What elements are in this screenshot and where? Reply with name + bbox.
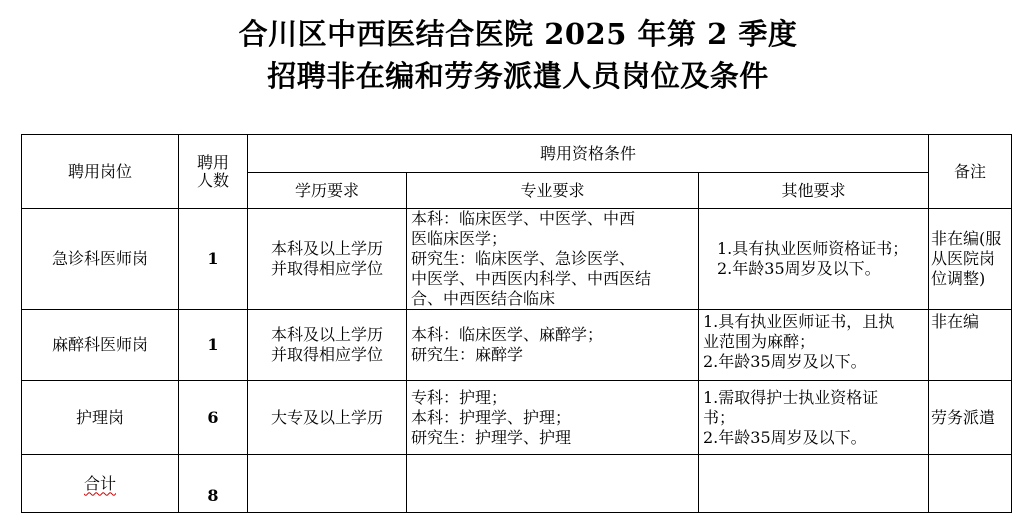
total-label: 合计 (83, 473, 116, 493)
position-cell: 护理岗 (22, 381, 179, 455)
count-cell: 1 (179, 209, 248, 310)
header-count: 聘用 人数 (179, 135, 248, 209)
document-title-line-2: 招聘非在编和劳务派遣人员岗位及条件 (267, 59, 769, 93)
empty-cell (407, 455, 699, 513)
position-cell: 急诊科医师岗 (22, 209, 179, 310)
document-title-line-1: 合川区中西医结合医院 2025 年第 2 季度 (238, 17, 798, 51)
total-count-cell: 8 (179, 455, 248, 513)
major-cell: 专科：护理； 本科：护理学、护理； 研究生：护理学、护理 (407, 381, 699, 455)
table-row (22, 381, 1012, 455)
remarks-cell: 劳务派遣 (929, 381, 1012, 455)
header-row-1 (22, 135, 1012, 173)
other-cell: 1.需取得护士执业资格证 书； 2.年龄35周岁及以下。 (699, 381, 929, 455)
education-cell: 大专及以上学历 (248, 381, 407, 455)
header-education: 学历要求 (248, 173, 407, 209)
empty-cell (248, 455, 407, 513)
header-other: 其他要求 (699, 173, 929, 209)
header-position: 聘用岗位 (22, 135, 179, 209)
other-cell: 1.具有执业医师资格证书； 2.年龄35周岁及以下。 (699, 209, 929, 310)
remarks-cell: 非在编 (929, 310, 1012, 381)
education-cell: 本科及以上学历 并取得相应学位 (248, 310, 407, 381)
other-cell: 1.具有执业医师证书，且执 业范围为麻醉； 2.年龄35周岁及以下。 (699, 310, 929, 381)
total-row (22, 455, 1012, 513)
recruitment-table (21, 134, 1012, 513)
header-major: 专业要求 (407, 173, 699, 209)
empty-cell (699, 455, 929, 513)
table-row (22, 310, 1012, 381)
total-label-cell (22, 455, 179, 513)
major-cell: 本科：临床医学、麻醉学； 研究生：麻醉学 (407, 310, 699, 381)
table-row (22, 209, 1012, 310)
empty-cell (929, 455, 1012, 513)
education-cell: 本科及以上学历 并取得相应学位 (248, 209, 407, 310)
position-cell: 麻醉科医师岗 (22, 310, 179, 381)
major-cell: 本科：临床医学、中医学、中西 医临床医学； 研究生：临床医学、急诊医学、 中医学、中西医内科学、中西医结 合、中西医结合临床 (407, 209, 699, 310)
header-remarks: 备注 (929, 135, 1012, 209)
count-cell: 6 (179, 381, 248, 455)
remarks-cell: 非在编(服 从医院岗 位调整) (929, 209, 1012, 310)
count-cell: 1 (179, 310, 248, 381)
header-qualifications: 聘用资格条件 (248, 135, 929, 173)
